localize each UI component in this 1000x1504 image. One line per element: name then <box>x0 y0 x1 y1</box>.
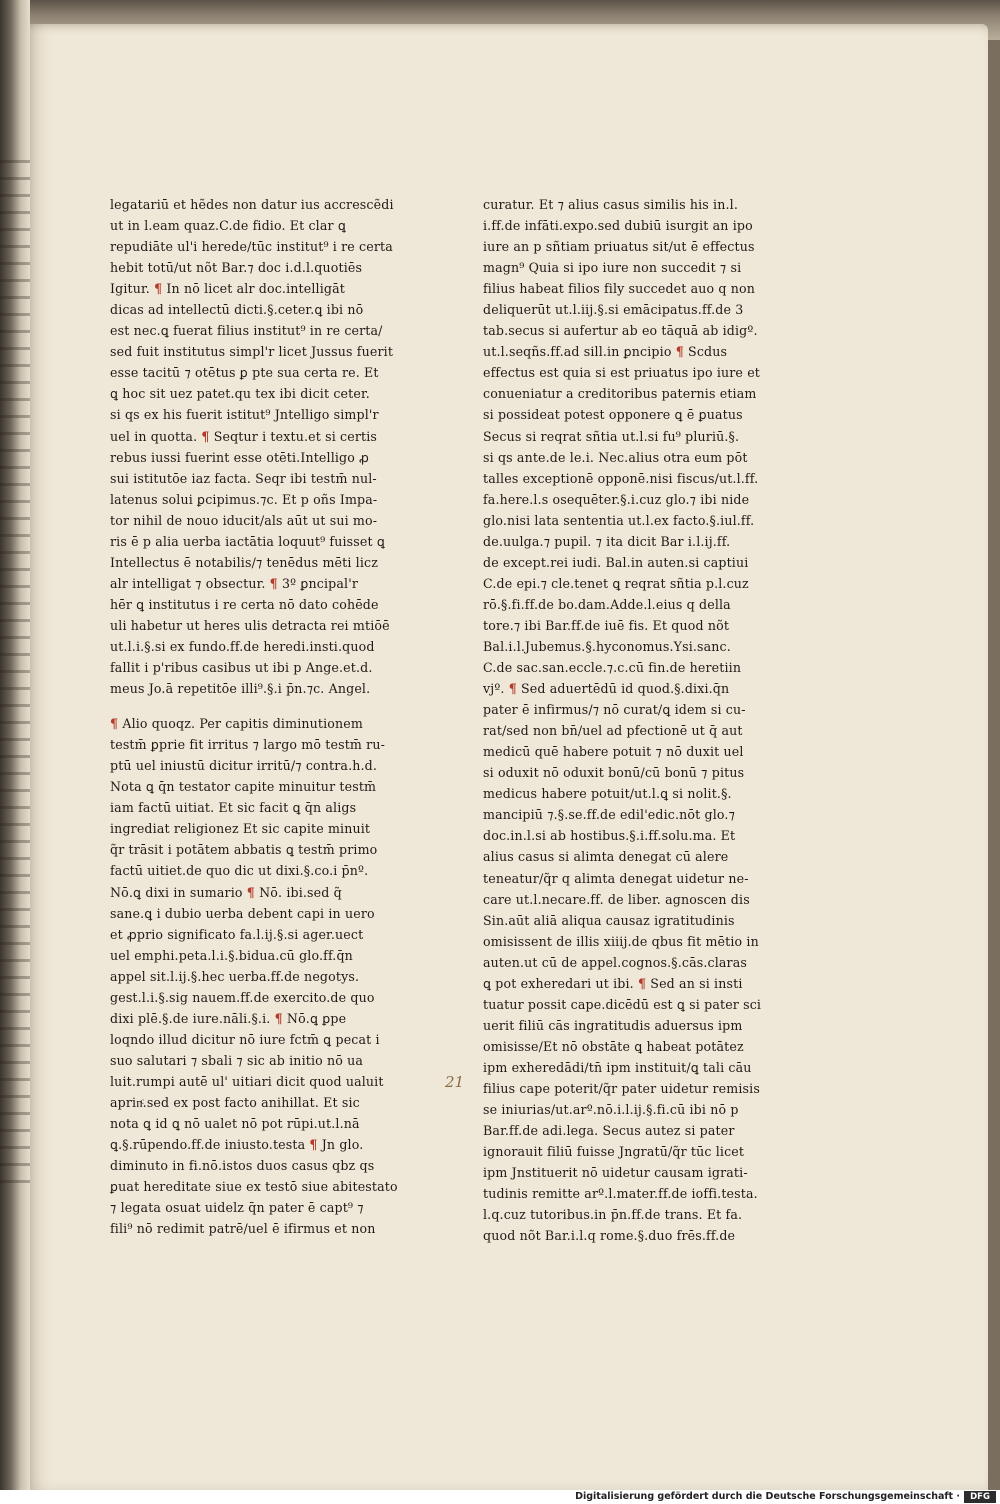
text-line: teneatur/q̃r q alimta denegat uidetur ne- <box>483 870 749 886</box>
text-line: ipm exheredādi/tn̄ ipm instituit/ꝗ tali cāu <box>483 1059 752 1075</box>
text-line: curatur. Et ⁊ alius casus similis his in.l. <box>483 197 738 212</box>
text-line: luit.rumpi autē ul' uitiari dicit quod ualuit <box>110 1073 384 1089</box>
text-line: filius cape poterit/q̃r pater uidetur remisis <box>483 1080 760 1096</box>
text-line: legatariū et hẽdes non datur ius accrescẽdi <box>110 197 394 212</box>
text-line: uli habetur ut heres ulis detracta rei mtiōē <box>110 617 390 633</box>
rubric-mark: ¶ <box>201 428 210 444</box>
rubric-mark: ¶ <box>637 975 647 991</box>
manuscript-page <box>30 24 988 1490</box>
text-line: fili⁹ nō redimit patrē/uel ē ifirmus et non <box>110 1221 376 1237</box>
rubric-mark: ¶ <box>309 1137 318 1153</box>
text-line: filius habeat filios fily succedet auo q non <box>483 281 756 297</box>
text-line: de.uulga.⁊ pupil. ⁊ ita dicit Bar i.l.ij.ff. <box>483 533 731 549</box>
text-line: alius casus si alimta denegat cū alere <box>483 849 729 865</box>
text-line: omisisse/Et nō obstāte ꝗ habeat potātez <box>483 1038 744 1054</box>
text-line: sui istitutōe iaz facta. Seqr ibi testm̄ nul- <box>110 470 377 486</box>
text-line: si oduxit nō oduxit bonū/cū bonū ⁊ pitus <box>483 765 745 781</box>
text-line: vjº. ¶ Sed aduertēdū id quod.§.dixi.q̄n <box>483 681 730 697</box>
text-line: uel in quotta. ¶ Seqtur i textu.et si certis <box>110 428 378 444</box>
text-line: q̃r trāsit i potātem abbatis ꝗ testm̄ primo <box>110 842 378 858</box>
text-line: Bar.ff.de adi.lega. Secus autez si pater <box>483 1123 735 1139</box>
text-line: esse tacitū ⁊ otētus ꝑ pte sua certa re. Et <box>110 365 379 381</box>
text-line: hēr ꝗ institutus i re certa nō dato cohēde <box>110 596 379 612</box>
rubric-mark: ¶ <box>154 281 163 297</box>
text-line: iam factū uitiat. Et sic facit ꝗ q̄n aligs <box>110 800 357 816</box>
text-line: rō.§.fi.ff.de bo.dam.Adde.l.eius q della <box>483 596 731 612</box>
text-line: ris ē p alia uerba iactātia loquut⁹ fuisset ꝗ <box>110 533 386 549</box>
text-line: nota ꝗ id ꝗ nō ualet nō pot rūpi.ut.l.nā <box>110 1116 360 1132</box>
folio-number: 21 <box>445 1073 465 1091</box>
text-line: dixi plē.§.de iure.nāli.§.i. ¶ Nō.ꝗ ꝑpe <box>110 1010 347 1026</box>
text-line: alr intelligat ⁊ obsectur. ¶ 3º ꝑncipal'r <box>110 575 359 591</box>
text-line: sed fuit institutus simpl'r licet Jussus fuerit <box>110 344 394 360</box>
text-line: ꝗ hoc sit uez patet.qu tex ibi dicit ceter. <box>110 386 370 402</box>
text-line: Nō.ꝗ dixi in sumario ¶ Nō. ibi.sed q̃ <box>110 884 342 900</box>
text-line: quod nõt Bar.i.l.q rome.§.duo frēs.ff.de <box>483 1228 736 1244</box>
text-line: ignorauit filiū fuisse Jngratū/q̃r tūc licet <box>483 1144 745 1160</box>
text-line: C.de sac.san.eccle.⁊.c.cū fin.de heretiin <box>483 660 742 676</box>
text-line: care ut.l.necare.ff. de liber. agnoscen dis <box>483 891 750 907</box>
text-line: ꝗ pot exheredari ut ibi. ¶ Sed an si insti <box>483 975 743 991</box>
text-line: ⁊ legata osuat uidelz q̄n pater ē capt⁹ ⁊ <box>110 1200 364 1216</box>
text-line: dicas ad intellectū dicti.§.ceter.ꝗ ibi nō <box>110 302 364 318</box>
text-line: l.q.cuz tutoribus.in p̄n.ff.de trans. Et fa. <box>483 1207 743 1223</box>
rubric-mark: ¶ <box>110 716 119 732</box>
text-line: fallit i p'ribus casibus ut ibi p Ange.et.d. <box>110 660 373 676</box>
rubric-mark: ¶ <box>269 575 278 591</box>
rubric-mark: ¶ <box>274 1010 283 1026</box>
footer-credit: Digitalisierung gefördert durch die Deutsche Forschungsgemeinschaft · <box>575 1491 960 1502</box>
text-line: ¶ Alio quoqz. Per capitis diminutionem <box>110 716 363 732</box>
text-line: hebit totū/ut nõt Bar.⁊ doc i.d.l.quotiēs <box>110 260 363 276</box>
text-line: fa.here.l.s osequēter.§.i.cuz glo.⁊ ibi nide <box>483 491 750 507</box>
text-line: rat/sed non bn̄/uel ad pfectionē ut q̄ aut <box>483 723 743 739</box>
text-line: iure an p sñtiam priuatus sit/ut ē effectus <box>483 239 755 255</box>
text-line: glo.nisi lata sententia ut.l.ex facto.§.iul.ff. <box>483 512 755 528</box>
text-line: ꝑuat hereditate siue ex testō siue abitestato <box>110 1179 398 1195</box>
left-text-column <box>110 194 400 1239</box>
text-line: omisissent de illis xiiij.de qbus fit mētio in <box>483 933 759 949</box>
text-line: effectus est quia si est priuatus ipo iure et <box>483 365 761 381</box>
text-line: uerit filiū cās ingratitudis aduersus ipm <box>483 1017 743 1033</box>
text-line: Secus si reqrat sñtia ut.l.si fu⁹ pluriū.§. <box>483 428 740 444</box>
text-line: gest.l.i.§.sig nauem.ff.de exercito.de quo <box>110 989 375 1005</box>
rubric-mark: ¶ <box>675 344 684 360</box>
book-binding-edge <box>0 0 30 1490</box>
text-line: pater ē infirmus/⁊ nō curat/ꝗ idem si cu- <box>483 702 746 718</box>
text-line: repudiāte ul'i herede/tūc institut⁹ i re certa <box>110 239 393 255</box>
rubric-mark: ¶ <box>246 884 255 900</box>
text-line: ipm Jnstituerit nō uidetur causam igrati- <box>483 1165 748 1181</box>
text-line: tore.⁊ ibi Bar.ff.de iuē fis. Et quod nõt <box>483 617 730 633</box>
text-line: si qs ante.de le.i. Nec.alius otra eum pōt <box>483 449 748 465</box>
text-line: aprinͨ.sed ex post facto anihillat. Et sic <box>110 1094 360 1110</box>
text-line: est nec.ꝗ fuerat filius institut⁹ in re certa/ <box>110 323 383 339</box>
text-line: doc.in.l.si ab hostibus.§.i.ff.solu.ma. Et <box>483 828 736 844</box>
text-line: factū uitiet.de quo dic ut dixi.§.co.i p̄nº. <box>110 863 369 879</box>
right-text-column <box>483 194 773 1246</box>
text-line: ut.l.seqñs.ff.ad sill.in ꝑncipio ¶ Scdus <box>483 344 728 360</box>
text-line: de except.rei iudi. Bal.in auten.si captiui <box>483 554 749 570</box>
text-line: Igitur. ¶ In nō licet alr doc.intelligāt <box>110 281 345 297</box>
text-line: deliquerūt ut.l.iij.§.si emācipatus.ff.de 3 <box>483 302 744 318</box>
text-line: tor nihil de nouo iducit/als aūt ut sui mo- <box>110 512 378 528</box>
text-line: i.ff.de infāti.expo.sed dubiū isurgit an ipo <box>483 218 753 234</box>
text-line: ut.l.i.§.si ex fundo.ff.de heredi.insti.quod <box>110 638 375 654</box>
text-line: Bal.i.l.Jubemus.§.hyconomus.Ysi.sanc. <box>483 638 731 654</box>
facing-page-text-fragment <box>0 160 30 1190</box>
text-line: ꝗ.§.rūpendo.ff.de iniusto.testa ¶ Jn glo. <box>110 1137 364 1153</box>
text-line: appel sit.l.ij.§.hec uerba.ff.de negotys. <box>110 968 360 984</box>
text-line: ptū uel iniustū dicitur irritū/⁊ contra.h.d. <box>110 758 378 774</box>
text-line: conueniatur a creditoribus paternis etiam <box>483 386 757 402</box>
text-line: diminuto in fi.nō.istos duos casus qbz qs <box>110 1158 375 1174</box>
text-line: medicus habere potuit/ut.l.ꝗ si nolit.§. <box>483 786 732 802</box>
text-line: si qs ex his fuerit istitut⁹ Jntelligo simpl'r <box>110 407 379 423</box>
text-line: uel emphi.peta.l.i.§.bidua.cū glo.ff.q̄n <box>110 947 353 963</box>
text-line: si possideat potest opponere ꝗ ē ꝑuatus <box>483 407 743 423</box>
text-line: sane.ꝗ i dubio uerba debent capi in uero <box>110 905 375 921</box>
text-line: rebus iussi fuerint esse otēti.Intelligo ꝓ <box>110 449 370 465</box>
text-line: meus Jo.ā repetitōe illi⁹.§.i p̄n.⁊c. Angel. <box>110 681 371 697</box>
text-line: ut in l.eam quaz.C.de fidio. Et clar ꝗ <box>110 218 346 234</box>
text-line: magn⁹ Quia si ipo iure non succedit ⁊ si <box>483 260 742 276</box>
text-line: suo salutari ⁊ sbali ⁊ sic ab initio nō ua <box>110 1052 364 1068</box>
text-line: latenus solui ꝑcipimus.⁊c. Et p oñs Impa- <box>110 491 378 507</box>
text-line: talles exceptionē opponē.nisi fiscus/ut.l.ff. <box>483 470 759 486</box>
text-line: ingrediat religionez Et sic capite minuit <box>110 821 371 837</box>
text-line: et ꝓprio significato fa.l.ij.§.si ager.uect <box>110 926 364 942</box>
text-line: tudinis remitte arº.l.mater.ff.de ioffi.testa. <box>483 1186 758 1202</box>
text-line: auten.ut cū de appel.cognos.§.cās.claras <box>483 954 747 970</box>
text-line: C.de epi.⁊ cle.tenet ꝗ reqrat sñtia p.l.cuz <box>483 575 749 591</box>
text-line: tab.secus si aufertur ab eo tāquā ab idigº. <box>483 323 758 339</box>
text-line: mancipiū ⁊.§.se.ff.de edil'edic.nōt glo.⁊ <box>483 807 735 823</box>
text-line: Sin.aūt aliā aliqua causaz igratitudinis <box>483 912 735 928</box>
text-line: se iniurias/ut.arº.nō.i.l.ij.§.fi.cū ibi nō p <box>483 1102 739 1118</box>
text-line: medicū quē habere potuit ⁊ nō duxit uel <box>483 744 744 760</box>
dfg-logo: DFG <box>964 1491 996 1503</box>
text-line: Intellectus ē notabilis/⁊ tenēdus mēti licz <box>110 554 379 570</box>
text-line: testm̄ ꝑprie fit irritus ⁊ largo mō testm̄ ru- <box>110 737 385 753</box>
text-line: Nota ꝗ q̄n testator capite minuitur testm̄ <box>110 779 377 795</box>
text-line: tuatur possit cape.dicēdū est ꝗ si pater sci <box>483 996 762 1012</box>
rubric-mark: ¶ <box>508 681 517 697</box>
text-line: loqndo illud dicitur nō iure fctm̄ ꝗ pecat i <box>110 1031 380 1047</box>
